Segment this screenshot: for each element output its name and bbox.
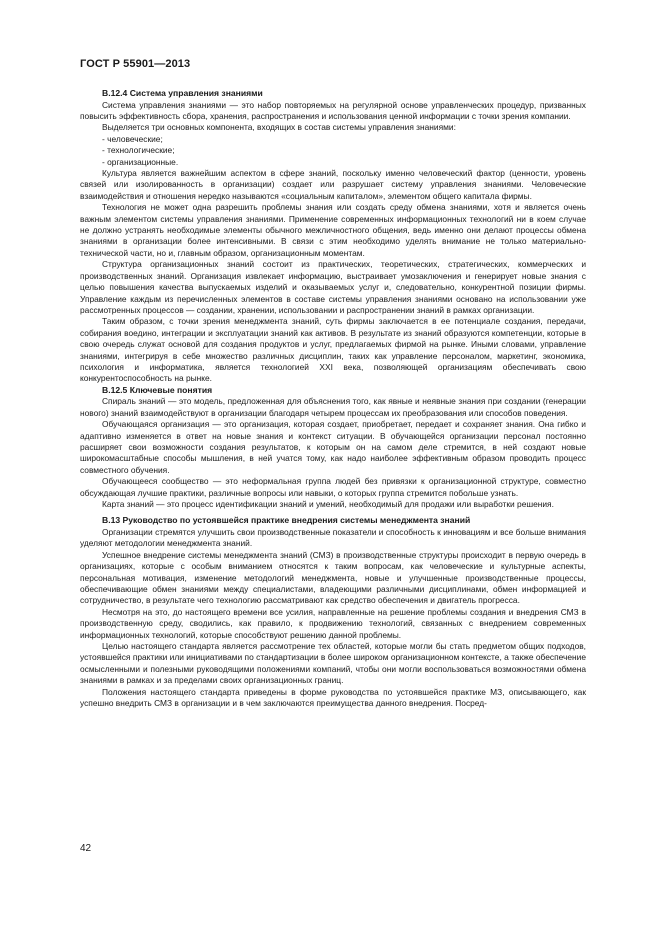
paragraph: Целью настоящего стандарта является рассмотрение тех областей, которые могли бы стать предметом общих подходов, устоявшейся практики или инициативами по стандартизации в более широком организационном контексте, а также обеспечение осмысленными и полезными руководящими положениями компаний, чтобы они могли воспользоваться возможностями обмена знаниями в рамках и за пределами своих организационных границ. bbox=[80, 641, 586, 686]
paragraph: Организации стремятся улучшить свои производственные показатели и способность к инновациям и все больше внимания уделяют методологии менеджмента знаний. bbox=[80, 527, 586, 549]
paragraph: Система управления знаниями — это набор повторяемых на регулярной основе управленческих процедур, призванных повысить эффективность сбора, хранения, распространения и использования ценной информации с точки зрения компании. bbox=[80, 99, 586, 121]
paragraph: Структура организационных знаний состоит из практических, теоретических, стратегических, коммерческих и производственных знаний. Организация извлекает информацию, выстраивает умозаключения и генерирует новые знания с целью повышения качества выпускаемых изделий и оказываемых услуг и, следовательно, конкурентной позиции фирмы. Управление каждым из перечисленных элементов в составе системы управления знаниями основано на использовании уже рассмотренных процессов — создании, хранении, использовании и распространении знаний в рамках организации. bbox=[80, 259, 586, 315]
section-heading-b124: В.12.4 Система управления знаниями bbox=[102, 88, 263, 98]
paragraph: Несмотря на это, до настоящего времени все усилия, направленные на решение проблемы создания и внедрения СМЗ в производственную среду, сводились, как правило, к продвижению технологий, связанных с внедрением современных информационных технологий, которые способствуют решению данной проблемы. bbox=[80, 606, 586, 640]
document-body bbox=[80, 88, 586, 710]
page-number: 42 bbox=[80, 843, 92, 854]
paragraph: Обучающееся сообщество — это неформальная группа людей без привязки к организационной структуре, совместно обсуждающая лучшие практики, различные вопросы или навыки, о которых группа стремится побольше узнать. bbox=[80, 476, 586, 498]
paragraph: Технология не может одна разрешить проблемы знания или создать среду обмена знаниями, хотя и является очень важным элементом системы управления знаниями. Применение современных информационных технологий ни в коем случае не должно устранять необходимые элементы обычного межличностного общения, ведь именно они делают процессы обмена знаниями в организации более интенсивными. В связи с этим необходимо уделять внимание не только материально-технической части, но и, главным образом, организационным моментам. bbox=[80, 202, 586, 258]
document-id: ГОСТ Р 55901—2013 bbox=[80, 58, 191, 70]
paragraph: Обучающаяся организация — это организация, которая создает, приобретает, передает и сохраняет знания. Она гибко и адаптивно изменяется в ответ на новые знания и контекст ситуации. В обучающейся организации персонал постоянно расширяет свои возможности создания результатов, к которым он на самом деле стремится, в ней создают новые широкомасштабные способы мышления, в ней учатся тому, как надо наиболее эффективным образом проводить процесс совместного обучения. bbox=[80, 419, 586, 475]
list-item: - человеческие; bbox=[80, 134, 586, 145]
paragraph: Положения настоящего стандарта приведены в форме руководства по устоявшейся практике МЗ, описывающего, как успешно внедрить СМЗ в организации и в чем заключаются преимущества данного внедрения. Посред- bbox=[80, 686, 586, 709]
paragraph: Культура является важнейшим аспектом в сфере знаний, поскольку именно человеческий фактор (ценности, уровень связей или изолированность в организации) создает или разрушает систему управления знаниями. Человеческие взаимодействия и отношения нередко называются «социальным капиталом», элементом общего капитала фирмы. bbox=[80, 168, 586, 201]
paragraph: Выделяется три основных компонента, входящих в состав системы управления знаниями: bbox=[102, 122, 456, 133]
list-item: - организационные. bbox=[80, 157, 586, 168]
paragraph: Таким образом, с точки зрения менеджмента знаний, суть фирмы заключается в ее потенциале создания, передачи, собирания воедино, интеграции и эксплуатации знаний как активов. В результате из знаний образуются компетенции, которые в свою очередь служат основой для создания продуктов и услуг, предлагаемых фирмой на рынке. Иными словами, управление знаниями, интегрируя в себе множество различных дисциплин, таких как управление персоналом, маркетинг, экономика, психология и информатика, является технологией XXI века, позволяющей организациям обеспечивать свою конкурентоспособность на рынке. bbox=[80, 316, 586, 384]
paragraph: Спираль знаний — это модель, предложенная для объяснения того, как явные и неявные знания при создании (генерации нового) знаний взаимодействуют в организации благодаря четырем процессам их преобразования или способов поведения. bbox=[80, 396, 586, 418]
section-heading-b13: В.13 Руководство по устоявшейся практике внедрения системы менеджмента знаний bbox=[102, 515, 471, 526]
section-heading-b125: В.12.5 Ключевые понятия bbox=[102, 384, 213, 395]
paragraph: Успешное внедрение системы менеджмента знаний (СМЗ) в производственные структуры происходит в первую очередь в организациях, которые с особым вниманием относятся к таким вопросам, как человеческие и культурные аспекты, персональная мотивация, изменение методологий менеджмента, новые и улучшенные производственные процессы, обеспечивающие обмен знаниями между специалистами, владеющими различными дисциплинами, обмен информацией и сотрудничество, в результате чего технологию рассматривают как средство обеспечения и двигатель прогресса. bbox=[80, 549, 586, 606]
list-item: - технологические; bbox=[80, 145, 586, 156]
components-list bbox=[80, 134, 586, 168]
paragraph: Карта знаний — это процесс идентификации знаний и умений, необходимый для продажи или выработки решения. bbox=[102, 499, 554, 509]
